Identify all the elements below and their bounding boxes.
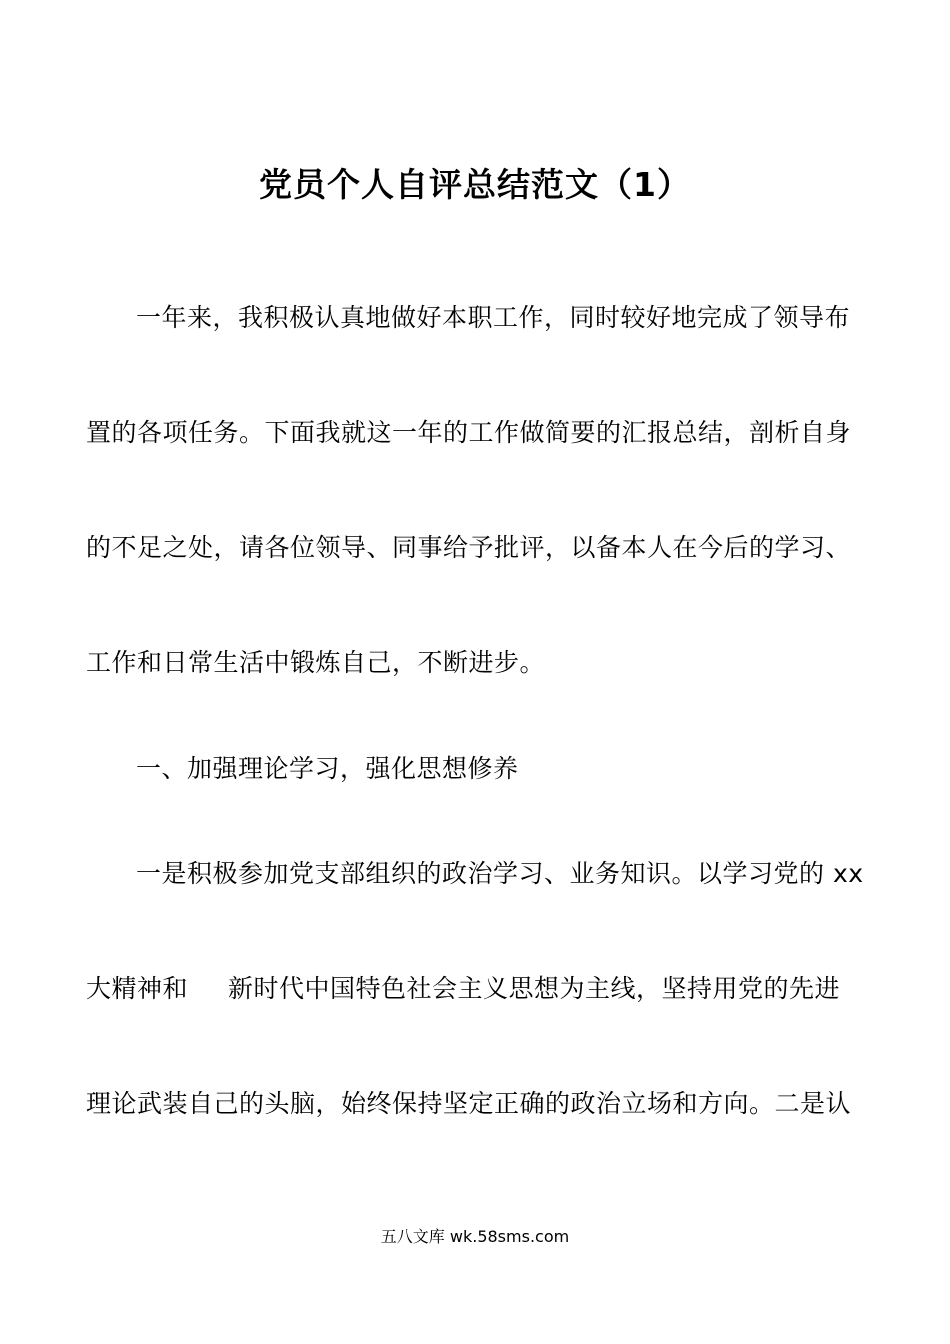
paragraph-line: 一是积极参加党支部组织的政治学习、业务知识。以学习党的 xx xyxy=(136,859,864,888)
line-segment: 新时代中国特色社会主义思想为主线，坚持用党的先进 xyxy=(228,974,841,1003)
paragraph-line: 一年来，我积极认真地做好本职工作，同时较好地完成了领导布 xyxy=(136,303,851,332)
section-heading: 一、加强理论学习，强化思想修养 xyxy=(136,754,519,783)
paragraph-line xyxy=(86,969,866,1009)
paragraph-line: 理论武装自己的头脑，始终保持坚定正确的政治立场和方向。二是认 xyxy=(86,1089,852,1118)
paragraph-line: 工作和日常生活中锻炼自己，不断进步。 xyxy=(86,648,546,677)
line-segment: 大精神和 xyxy=(86,974,189,1003)
paragraph-line: 置的各项任务。下面我就这一年的工作做简要的汇报总结，剖析自身 xyxy=(86,418,852,447)
paragraph-line: 的不足之处，请各位领导、同事给予批评，以备本人在今后的学习、 xyxy=(86,533,852,562)
footer-watermark: 五八文库 wk.58sms.com xyxy=(380,1227,570,1246)
document-title: 党员个人自评总结范文（1） xyxy=(259,165,691,204)
